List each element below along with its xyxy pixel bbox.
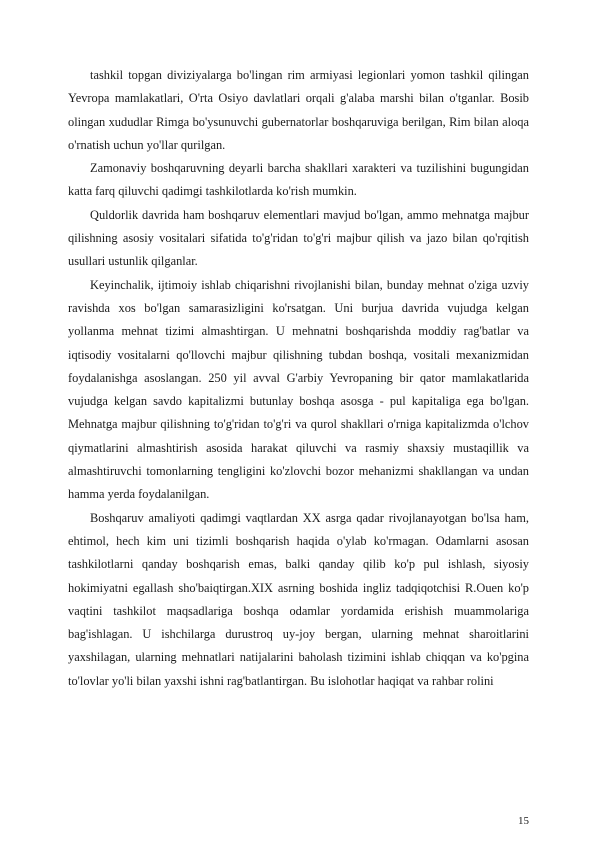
paragraph: Quldorlik davrida ham boshqaruv elementlari mavjud bo'lgan, ammo mehnatga majbur qilishning asosiy vositalari sifatida to'g'ridan to'g'ri majbur qilish va jazo bilan qo'rqitish usullari ustunlik qilganlar. — [68, 207, 529, 269]
paragraph: Zamonaviy boshqaruvning deyarli barcha shakllari xarakteri va tuzilishini bugungidan katta farq qiluvchi qadimgi tashkilotlarda ko'rish mumkin. — [68, 161, 529, 199]
paragraph: tashkil topgan diviziyalarga bo'lingan rim armiyasi legionlari yomon tashkil qilingan Yevropa mamlakatlari, O'rta Osiyo davlatlari orqali g'alaba marshi bilan o'tganlar. Bosib olingan xududlar Rimga bo'ysunuvchi gubernatorlar boshqaruviga berilgan, Rim bilan aloqa o'rnatish uchun yo'llar qurilgan. — [68, 68, 529, 152]
paragraph: Boshqaruv amaliyoti qadimgi vaqtlardan XX asrga qadar rivojlanayotgan bo'lsa ham, ehtimol, hech kim uni tizimli boshqarish haqida o'ylab ko'rmagan. Odamlarni asosan tashkilotlarni qanday boshqarish emas, balki qanday qilib ko'p pul ishlash, siyosiy hokimiyatni egallash sho'baiqtirgan.XIX asrning boshida ingliz tadqiqotchisi R.Ouen ko'p vaqtini tashkilot maqsadlariga boshqa odamlar yordamida erishish muammolariga bag'ishlagan. U ishchilarga durustroq uy-joy bergan, ularning mehnat sharoitlarini yaxshilagan, ularning mehnatlari natijalarini baholash tizimini ishlab chiqqan va ko'pgina to'lovlar yo'li bilan yaxshi ishni rag'batlantirgan. Bu islohotlar haqiqat va rahbar rolini — [68, 510, 529, 688]
body-text — [68, 64, 529, 693]
page-number: 15 — [518, 815, 529, 827]
paragraph: Keyinchalik, ijtimoiy ishlab chiqarishni rivojlanishi bilan, bunday mehnat o'ziga uzviy ravishda xos bo'lgan samarasizligini ko'rsatgan. Uni burjua davrida vujudga kelgan yollanma mehnat tizimi almashtirgan. U mehnatni boshqarishda moddiy rag'batlar va iqtisodiy vositalarni qo'llovchi majbur qilishning tubdan boshqa, vositali mexanizmidan foydalanishga asoslangan. 250 yil avval G'arbiy Yevropaning bir qator mamlakatlarida vujudga kelgan savdo kapitalizmi butunlay boshqa asosga - pul kapitaliga ega bo'lgan. Mehnatga majbur qilishning to'g'ridan to'g'ri va qurol shakllari o'rniga kapitalizmda o'lchov qiymatlarini almashtirish asosida harakat qiluvchi va rasmiy shaxsiy mustaqillik va almashtiruvchi tomonlarning tengligini ko'zlovchi bozor mehanizmi shakllangan va undan hamma yerda foydalanilgan. — [68, 277, 529, 502]
